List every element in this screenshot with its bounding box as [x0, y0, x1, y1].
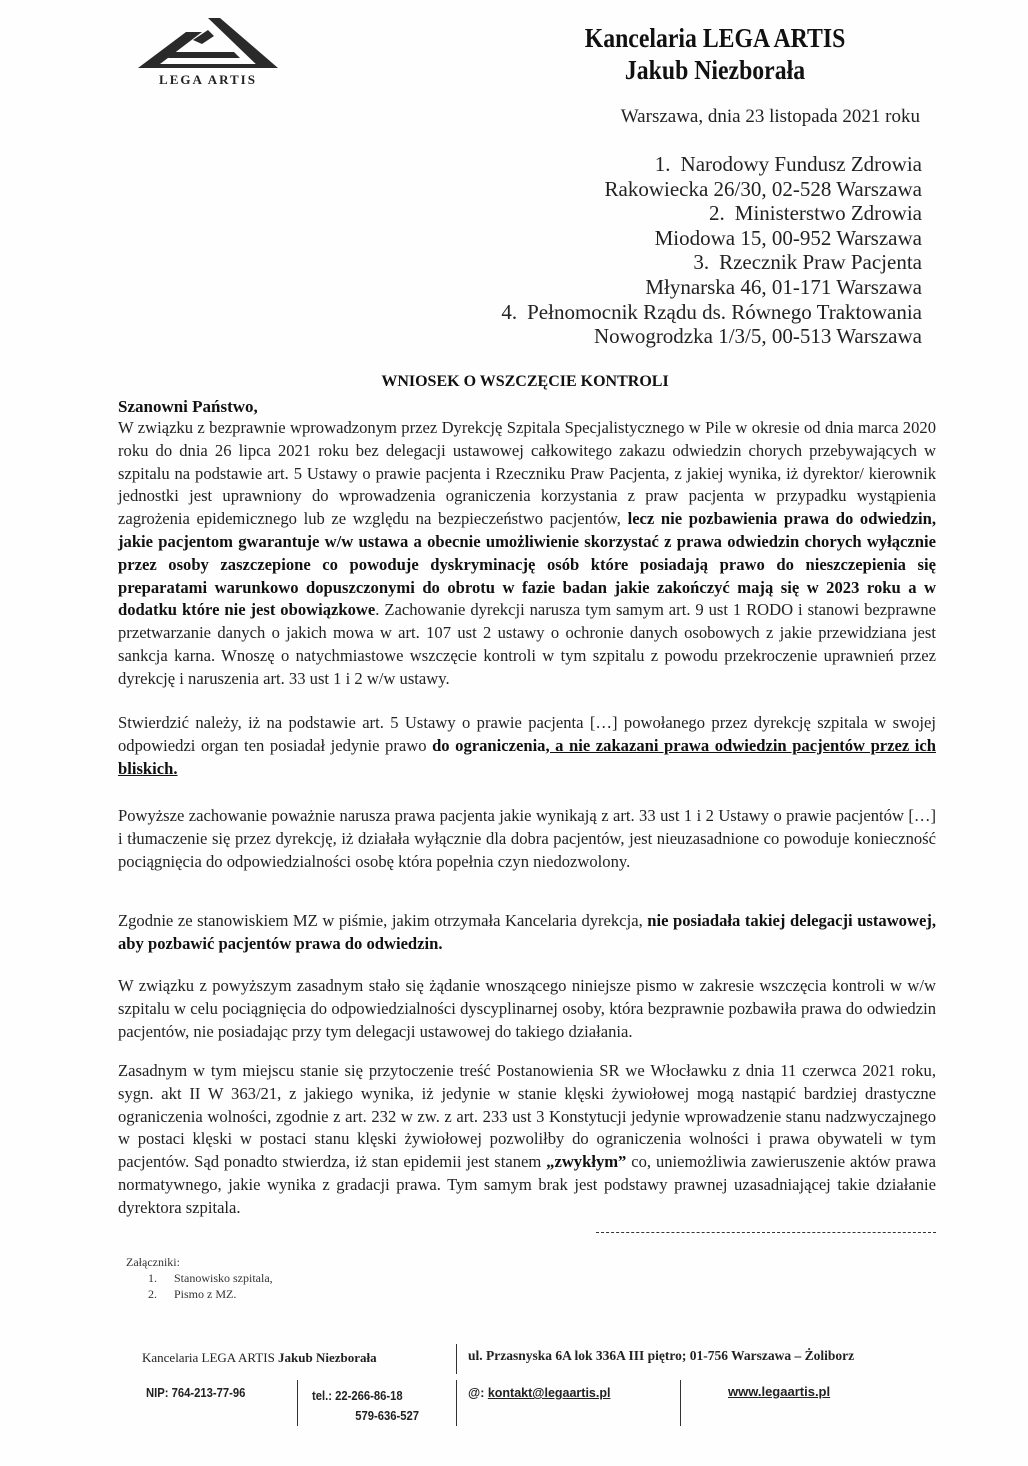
letterhead-footer	[0, 1340, 1028, 1440]
paragraph-6: Zasadnym w tym miejscu stanie się przytoczenie treść Postanowienia SR we Włocławku z dnia 11 czerwca 2021 roku, sygn. akt II W 363/21, z jakiego wynika, iż jedynie w stanie klęski żywiołowej mogą nastąpić bardziej drastyczne ograniczenia wolności, zgodnie z art. 232 w zw. z art. 233 ust 3 Konstytucji jedynie wprowadzenie stanu nadzwyczajnego w postaci klęski w postaci stanu klęski żywiołowej pozwoliłby do ograniczenia wolności i prawa obywateli w tym pacjentów. Sąd ponadto stwierdza, iż stan epidemii jest stanem „zwykłym” co, uniemożliwia zawieruszenie aktów prawa normatywnego, jakie wynika z gradacji prawa. Tym samym brak jest podstawy prawnej uzasadniającej takie działanie dyrektora szpitala.	[118, 1061, 936, 1217]
recipients-block	[420, 152, 922, 349]
attachments-list	[126, 1254, 273, 1302]
paragraph-1: W związku z bezprawnie wprowadzonym przez Dyrekcję Szpitala Specjalistycznego w Pile w okresie od dnia marca 2020 roku do dnia 26 lipca 2021 roku bez delegacji ustawowej całkowitego zakazu odwiedzin chorych przebywających w szpitalu na podstawie art. 5 Ustawy o prawie pacjenta i Rzeczniku Praw Pacjenta, z jakiej wynika, iż dyrektor/ kierownik jednostki jest uprawniony do wprowadzenia ograniczenia korzystania z praw pacjenta w przypadku wystąpienia zagrożenia epidemicznego lub ze względu na bezpieczeństwo pacjentów, lecz nie pozbawienia prawa do odwiedzin, jakie pacjentom gwarantuje w/w ustawa a obecnie umożliwienie skorzystać z prawa odwiedzin chorych wyłącznie przez osoby zaszczepione co powoduje dyskryminację osób które posiadają prawo do nieszczepienia się preparatami warunkowo dopuszczonymi do obrotu w fazie badan jakie zakończyć mają się w 2023 roku a w dodatku które nie jest obowiązkowe. Zachowanie dyrekcji narusza tym samym art. 9 ust 1 RODO i stanowi bezprawne przetwarzanie danych o jakich mowa w art. 107 ust 2 ustawy o ochronie danych osobowych z jakie przewidziana jest sankcja karna. Wnoszę o natychmiastowe wszczęcie kontroli w tym szpitalu z powodu przekroczenie uprawnień przez dyrekcję i naruszenia art. 33 ust 1 i 2 w/w ustawy.	[118, 418, 936, 688]
document-title: WNIOSEK O WSZCZĘCIE KONTROLI	[381, 373, 669, 390]
date-line: Warszawa, dnia 23 listopada 2021 roku	[620, 106, 920, 127]
lega-artis-logo	[118, 18, 298, 86]
footer-divider	[456, 1380, 457, 1426]
email-link[interactable]: kontakt@legaartis.pl	[487, 1386, 611, 1400]
recipient-address: Nowogrodzka 1/3/5, 00-513 Warszawa	[593, 324, 922, 349]
footer-firm: Kancelaria LEGA ARTIS Jakub Niezborała	[142, 1350, 377, 1365]
recipient-name: 1. Narodowy Fundusz Zdrowia	[654, 152, 922, 176]
recipient-address: Młynarska 46, 01-171 Warszawa	[645, 274, 922, 299]
footer-nip: NIP: 764-213-77-96	[146, 1386, 246, 1400]
footer-phone: tel.: 22-266-86-18 579-636-527	[312, 1389, 420, 1423]
paragraph-4: Zgodnie ze stanowiskiem MZ w piśmie, jakim otrzymała Kancelaria dyrekcja, nie posiadała takiej delegacji ustawowej, aby pozbawić pacjentów prawa do odwiedzin.	[118, 911, 937, 953]
recipient-name: 2. Ministerstwo Zdrowia	[709, 201, 922, 226]
firm-name: Kancelaria LEGA ARTIS	[584, 23, 846, 53]
attachment-item: 1. Stanowisko szpitala,	[148, 1271, 273, 1285]
attachments-label: Załączniki:	[126, 1255, 180, 1269]
footer-divider	[456, 1344, 457, 1374]
footer-address: ul. Przasnyska 6A lok 336A III piętro; 01-756 Warszawa – Żoliborz	[468, 1348, 855, 1363]
lawyer-name: Jakub Niezborała	[624, 55, 806, 85]
recipient-address: Miodowa 15, 00-952 Warszawa	[654, 225, 922, 250]
paragraph-3: Powyższe zachowanie poważnie narusza prawa pacjenta jakie wynikają z art. 33 ust 1 i 2 Ustawy o prawie pacjentów […] i tłumaczenie się przez dyrekcję, iż działała wyłącznie dla dobra pacjentów, jest nieuzasadnione co powoduje konieczność pociągnięcia do odpowiedzialności osobę która popełnia czyn niedozwolony.	[118, 806, 936, 871]
signature-line	[596, 1232, 936, 1233]
paragraph-5: W związku z powyższym zasadnym stało się żądanie wnoszącego niniejsze pismo w zakresie wszczęcia kontroli w w/w szpitalu w celu pociągnięcia do odpowiedzialności dyscyplinarnej osoby, która bezprawnie pozbawiła prawa do odwiedzin pacjentów, nie posiadając przy tym delegacji ustawowej do takiego działania.	[118, 976, 936, 1041]
footer-website	[728, 1384, 830, 1399]
attachment-item: 2. Pismo z MZ.	[148, 1287, 237, 1301]
firm-heading	[543, 22, 886, 86]
footer-divider	[297, 1380, 298, 1426]
recipient-name: 4. Pełnomocnik Rządu ds. Równego Traktowania	[501, 299, 922, 324]
triangle-logo-icon	[138, 18, 278, 72]
footer-divider	[680, 1380, 681, 1426]
salutation: Szanowni Państwo,	[118, 397, 258, 416]
footer-email: @: kontakt@legaartis.pl	[468, 1386, 611, 1400]
logo-text: LEGA ARTIS	[159, 72, 257, 87]
recipient-name: 3. Rzecznik Praw Pacjenta	[693, 250, 922, 275]
recipient-address: Rakowiecka 26/30, 02-528 Warszawa	[604, 176, 922, 201]
website-link[interactable]: www.legaartis.pl	[728, 1384, 831, 1399]
paragraph-2: Stwierdzić należy, iż na podstawie art. 5 Ustawy o prawie pacjenta […] powołanego przez dyrekcję szpitala w swojej odpowiedzi organ ten posiadał jedynie prawo do ograniczenia, a nie zakazani prawa odwiedzin pacjentów przez ich bliskich.	[118, 713, 937, 778]
